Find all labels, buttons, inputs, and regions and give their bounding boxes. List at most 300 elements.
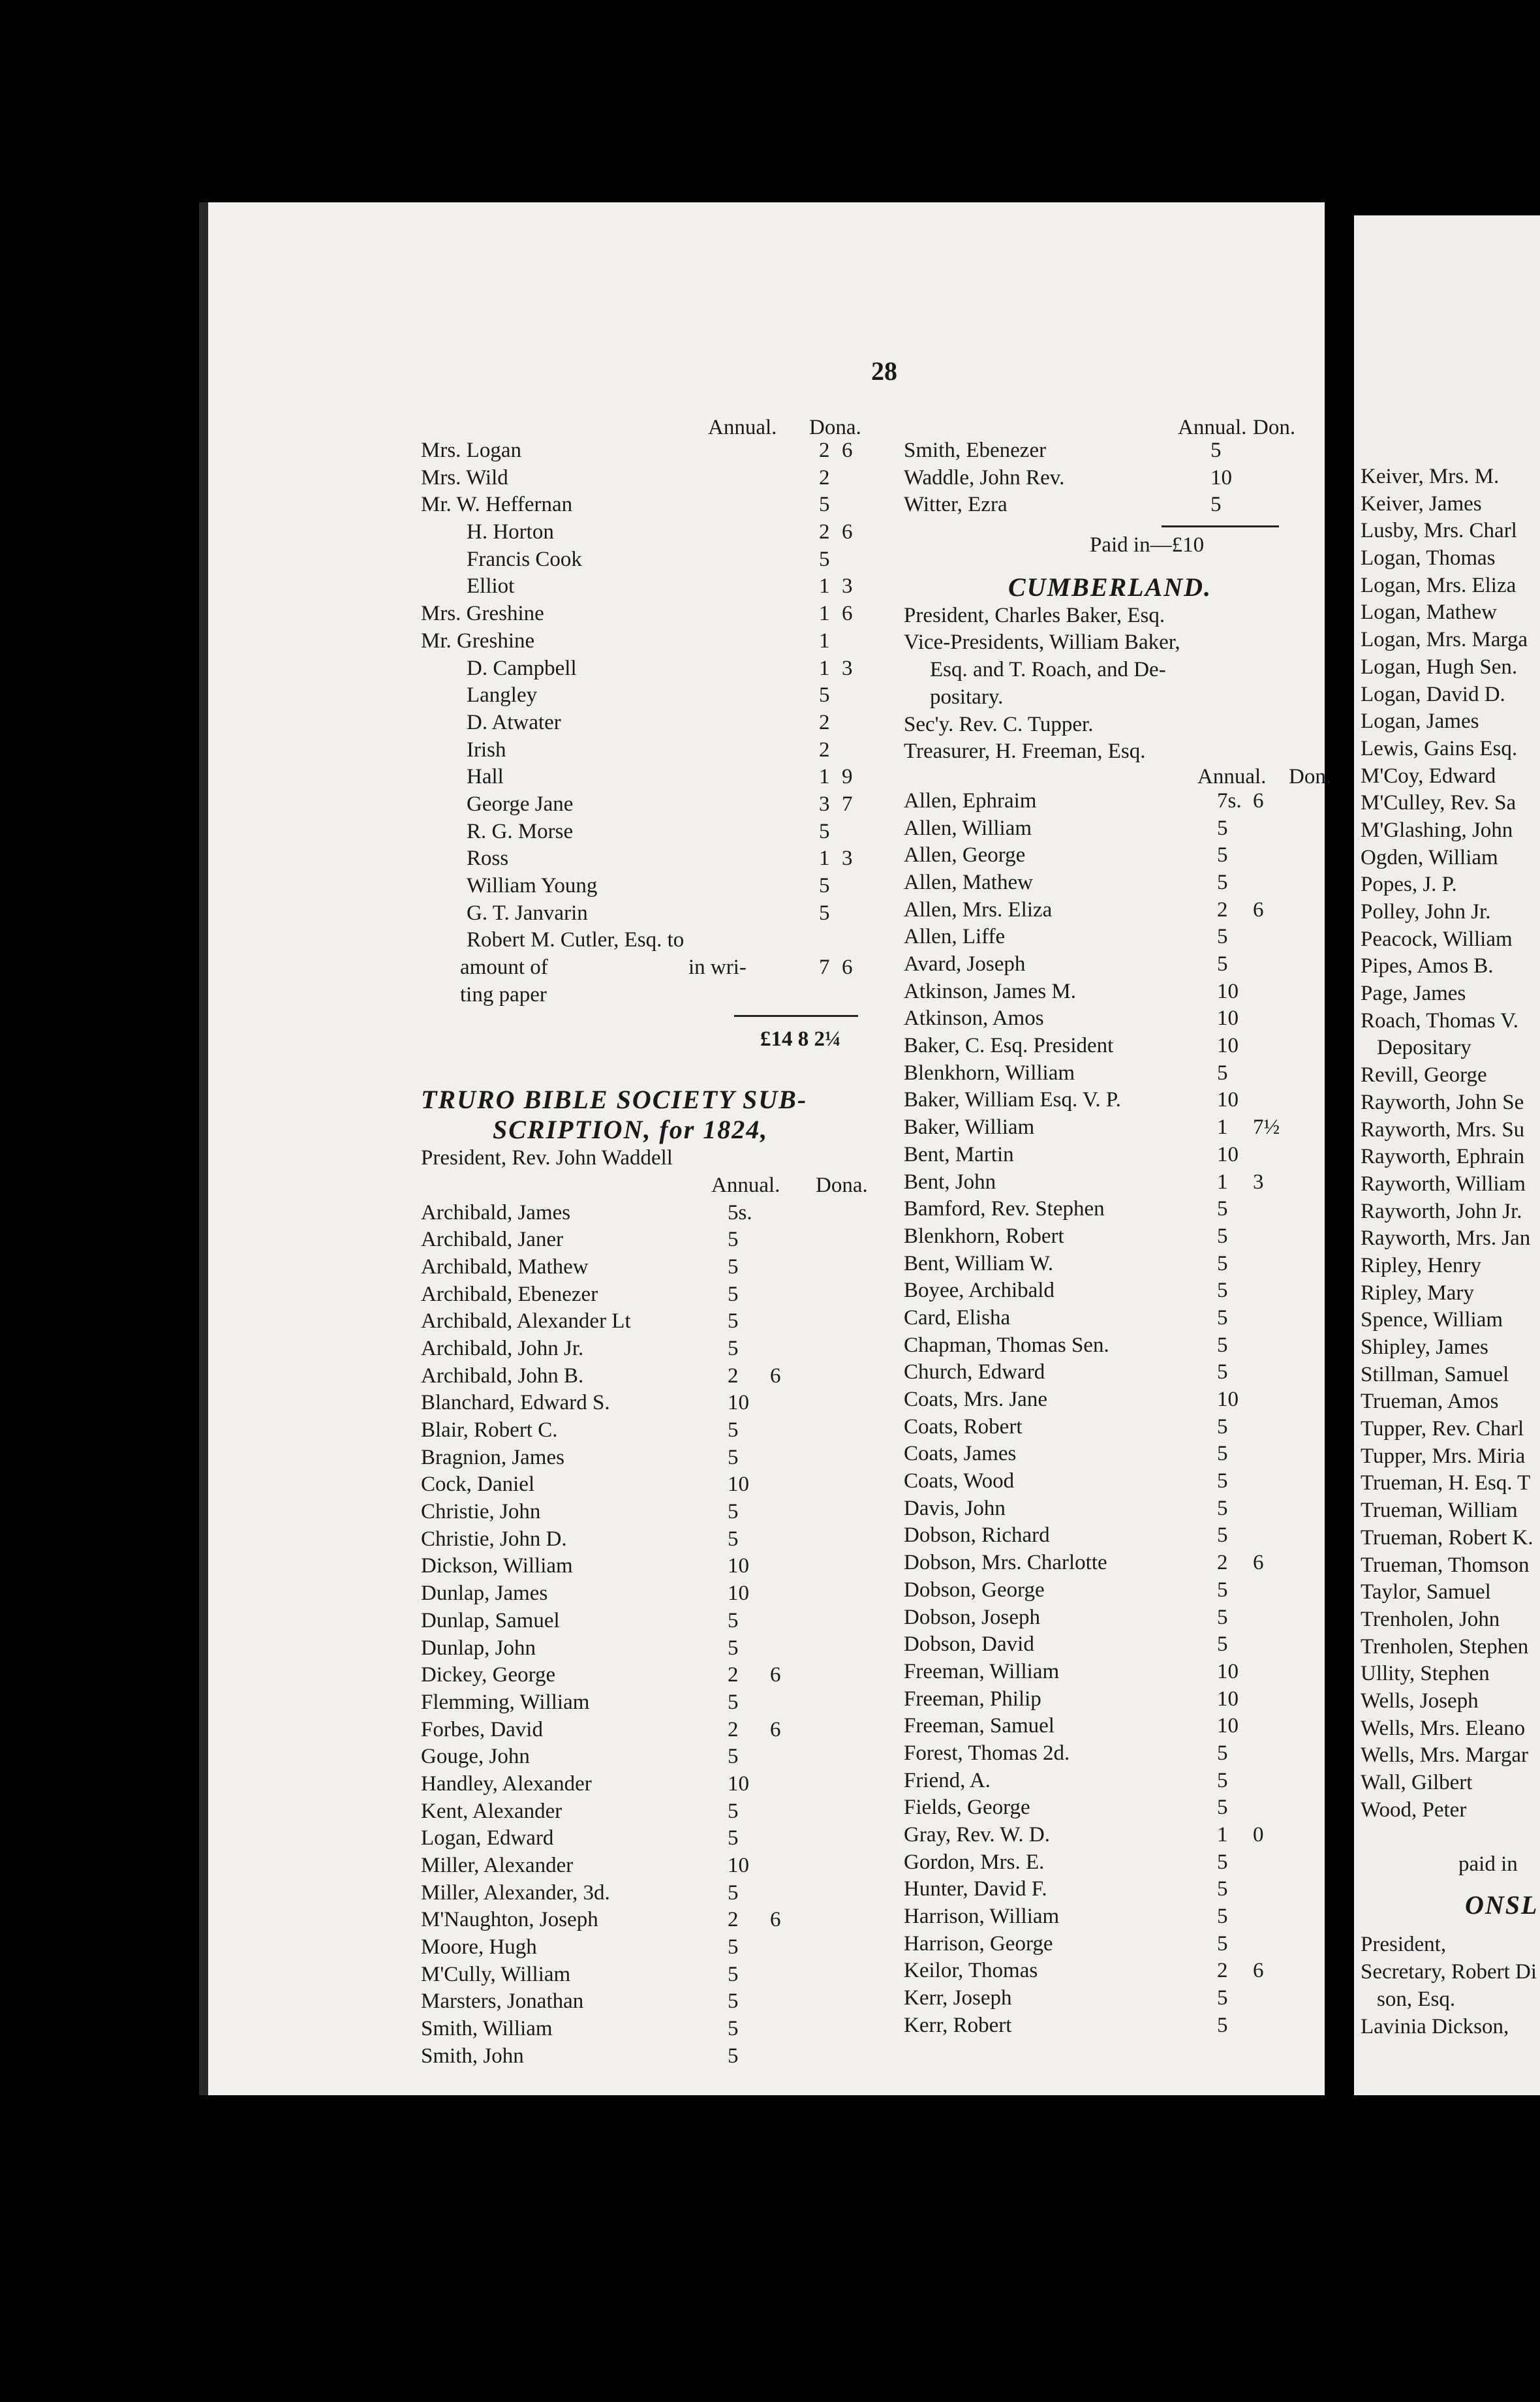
annual-amount: 5 (728, 1745, 739, 1769)
annual-amount: 10 (728, 1582, 749, 1606)
subscriber-name: Gray, Rev. W. D. (904, 1823, 1050, 1847)
subscriber-name: Dunlap, Samuel (421, 1608, 560, 1632)
subscriber-name: Dickey, George (421, 1663, 556, 1687)
subscriber-name: Miller, Alexander (421, 1854, 574, 1877)
subscriber-name: Fields, George (904, 1796, 1030, 1820)
annual-amount: 5 (1217, 1850, 1228, 1874)
annual-amount: 2 (1217, 1551, 1228, 1575)
list-item (421, 1907, 891, 1934)
paid-amount: Paid in—£10 (1090, 533, 1205, 557)
annual-amount: 5 (728, 1799, 739, 1823)
text-line: Trenholen, Stephen (1361, 1634, 1529, 1659)
text-line: President, Charles Baker, Esq. (904, 603, 1165, 627)
list-item (904, 1740, 1321, 1768)
list-item (904, 1087, 1321, 1114)
col3-society-title: ONSL (1465, 1890, 1539, 1920)
list-item (421, 1988, 891, 2016)
annual-amount: 10 (1217, 1034, 1239, 1058)
subscriber-name: Dobson, Mrs. Charlotte (904, 1551, 1107, 1575)
subscriber-name: M'Cully, William (421, 1962, 571, 1986)
text-line: M'Culley, Rev. Sa (1361, 791, 1517, 815)
annual-amount: 5 (1217, 1905, 1228, 1929)
annual-amount: 2 (728, 1663, 739, 1687)
subscriber-name: Friend, A. (904, 1768, 991, 1792)
annual-amount: 10 (1217, 1714, 1239, 1738)
text-line: Ripley, Henry (1361, 1253, 1481, 1277)
column-1-header (421, 418, 891, 437)
list-item (904, 1414, 1321, 1441)
annual-amount: 5 (728, 2044, 739, 2068)
annual-amount: 2 (1217, 1959, 1228, 1983)
annual-amount: 5 (819, 901, 830, 925)
annual-amount: 5 (819, 683, 830, 708)
list-item (1361, 518, 1540, 545)
text-line: Shipley, James (1361, 1335, 1488, 1359)
donation-amount: 7½ (1253, 1115, 1280, 1140)
list-item (1361, 2014, 1540, 2041)
subscriber-name: Smith, William (421, 2017, 553, 2041)
list-item (1361, 463, 1540, 491)
annual-amount: 10 (1217, 979, 1239, 1003)
subscriber-name: Coats, Wood (904, 1469, 1015, 1493)
list-item (904, 1957, 1321, 1985)
list-item (1361, 1117, 1540, 1144)
list-item (904, 1985, 1321, 2012)
subscriber-name: Baker, William (904, 1115, 1035, 1140)
list-item (1361, 1715, 1540, 1743)
list-item (904, 1251, 1321, 1278)
list-item (421, 437, 891, 465)
column-1 (421, 418, 891, 2070)
text-line: Trenholen, John (1361, 1607, 1500, 1631)
subscriber-name: G. T. Janvarin (467, 901, 588, 925)
list-item (1361, 1770, 1540, 1797)
list-item (1361, 871, 1540, 899)
annual-amount: 5 (819, 819, 830, 843)
text-line: Wells, Joseph (1361, 1689, 1479, 1713)
list-item (421, 1608, 891, 1635)
annual-amount: 5 (1217, 2013, 1228, 2037)
annual-amount: 5 (1217, 1469, 1228, 1493)
annual-amount: 3 (819, 792, 830, 816)
list-item (904, 869, 1321, 897)
annual-amount: 10 (728, 1771, 749, 1796)
subscriber-name: Mrs. Logan (421, 439, 521, 462)
subscriber-name: Bent, William W. (904, 1251, 1054, 1275)
annual-amount: 2 (819, 439, 830, 462)
donation-amount: 6 (1253, 897, 1264, 922)
page-number: 28 (871, 356, 897, 386)
text-line: Logan, Thomas (1361, 546, 1496, 570)
list-item (1361, 1552, 1540, 1580)
subscriber-name: Moore, Hugh (421, 1935, 537, 1959)
subscriber-name: Harrison, George (904, 1931, 1053, 1956)
text-line: Popes, J. P. (1361, 873, 1457, 897)
subscriber-name: Archibald, Alexander Lt (421, 1309, 631, 1334)
list-item (904, 1305, 1321, 1332)
text-line: Trueman, William (1361, 1499, 1518, 1523)
list-item (1361, 1144, 1540, 1171)
list-item (1361, 817, 1540, 845)
annual-amount: 5 (728, 1418, 739, 1442)
subscriber-name: Coats, James (904, 1442, 1017, 1466)
text-line: Lavinia Dickson, (1361, 2014, 1509, 2038)
list-item (904, 842, 1321, 869)
subscriber-name: H. Horton (467, 520, 554, 544)
list-item (904, 1386, 1321, 1414)
subscriber-name: Archibald, Janer (421, 1228, 564, 1252)
list-item (1361, 545, 1540, 572)
list-item (904, 978, 1321, 1006)
annual-amount: 5 (1217, 1877, 1228, 1901)
list-item (1361, 790, 1540, 817)
list-item (904, 1142, 1321, 1169)
annual-amount: 2 (728, 1908, 739, 1932)
subscriber-name: Forbes, David (421, 1717, 543, 1741)
annual-amount: 5 (1217, 870, 1228, 894)
text-line: President, (1361, 1933, 1447, 1957)
list-item (904, 1441, 1321, 1468)
text-line: Ripley, Mary (1361, 1281, 1474, 1305)
list-item (904, 815, 1321, 843)
subscriber-name: Bragnion, James (421, 1445, 564, 1469)
annual-amount: 5 (728, 1527, 739, 1551)
list-item (904, 465, 1321, 492)
annual-amount: 2 (819, 738, 830, 762)
subscriber-name: George Jane (467, 792, 574, 816)
annual-amount: 5 (1217, 1333, 1228, 1357)
list-item (1361, 1606, 1540, 1634)
annual-amount: 5 (1217, 1986, 1228, 2010)
list-item (1361, 491, 1540, 518)
list-item (421, 1200, 891, 1227)
subscriber-name: Dunlap, John (421, 1636, 536, 1660)
list-item (1361, 1959, 1540, 1986)
list-item (421, 1662, 891, 1689)
list-item (421, 1635, 891, 1662)
subscriber-name: Cock, Daniel (421, 1473, 535, 1497)
subscriber-name: Dobson, Richard (904, 1523, 1050, 1548)
list-item (904, 2012, 1321, 2040)
annual-amount: 5 (1217, 925, 1228, 949)
subscriber-name: Blanchard, Edward S. (421, 1391, 610, 1415)
annual-amount: 2 (819, 520, 830, 544)
donation-amount: 3 (842, 847, 853, 871)
subscriber-name: Allen, William (904, 816, 1032, 840)
donation-amount: 6 (1253, 1959, 1264, 1983)
list-item (421, 628, 891, 655)
subscriber-name: Freeman, Samuel (904, 1714, 1055, 1738)
subscriber-name: Freeman, Philip (904, 1687, 1041, 1711)
list-item (904, 629, 1321, 657)
text-line: Peacock, William (1361, 927, 1513, 951)
list-item (421, 1553, 891, 1580)
subscriber-name: Allen, Ephraim (904, 788, 1037, 813)
subscriber-name: Archibald, Ebenezer (421, 1282, 598, 1306)
annual-amount: 10 (1217, 1088, 1239, 1112)
list-item (904, 684, 1321, 711)
list-item (904, 1359, 1321, 1386)
list-item (904, 1114, 1321, 1142)
total-amount: £14 8 2¼ (760, 1027, 841, 1052)
column-3-entries (1361, 463, 1540, 1824)
list-item (421, 1771, 891, 1798)
list-item (421, 682, 891, 710)
text-line: M'Glashing, John (1361, 818, 1513, 842)
subscriber-name: Coats, Robert (904, 1414, 1023, 1439)
subscriber-name: Baker, William Esq. V. P. (904, 1088, 1121, 1112)
list-item (904, 1577, 1321, 1604)
subscriber-name: Bent, Martin (904, 1142, 1014, 1166)
text-line: Keiver, Mrs. M. (1361, 465, 1500, 488)
annual-amount: 1 (819, 629, 830, 653)
annual-amount: 7s. (1217, 788, 1242, 813)
subscriber-name: Atkinson, James M. (904, 979, 1076, 1003)
subscriber-name: Ross (467, 847, 509, 871)
subscriber-name: Dickson, William (421, 1554, 573, 1578)
cumberland-title: CUMBERLAND. (1008, 572, 1212, 602)
list-item (1361, 899, 1540, 926)
list-item (1361, 1470, 1540, 1497)
annual-amount: 5 (1217, 952, 1228, 976)
list-item (421, 1444, 891, 1472)
column-2-header: Annual. Don. (1178, 416, 1296, 439)
list-item (421, 1335, 891, 1363)
subscriber-name: Blair, Robert C. (421, 1418, 558, 1442)
donation-amount: 0 (1253, 1823, 1264, 1847)
text-line: Lewis, Gains Esq. (1361, 736, 1518, 760)
donation-amount: 6 (842, 520, 853, 544)
list-item (1361, 1497, 1540, 1525)
list-item (1361, 1416, 1540, 1443)
cumberland-officers (904, 602, 1321, 766)
subscriber-name: D. Atwater (467, 710, 561, 734)
subscriber-name: Handley, Alexander (421, 1771, 592, 1796)
annual-amount: 10 (728, 1554, 749, 1578)
subscriber-name: Waddle, John Rev. (904, 465, 1065, 490)
text-line: Roach, Thomas V. (1361, 1008, 1519, 1033)
subscriber-name: Dobson, George (904, 1578, 1045, 1602)
list-item (1361, 1931, 1540, 1959)
donation-amount: 3 (842, 574, 853, 599)
annual-amount: 10 (728, 1473, 749, 1497)
list-item (421, 573, 891, 600)
annual-amount: 5 (728, 1282, 739, 1306)
text-line: Stillman, Samuel (1361, 1362, 1509, 1386)
list-item (1361, 627, 1540, 654)
annual-amount: 1 (1217, 1170, 1228, 1194)
text-line: Wood, Peter (1361, 1798, 1467, 1822)
annual-amount: 5 (728, 1228, 739, 1252)
list-item (1361, 926, 1540, 954)
annual-amount: 5 (1217, 1578, 1228, 1602)
text-line: Page, James (1361, 982, 1466, 1006)
annual-amount: 5 (1217, 1632, 1228, 1657)
subscriber-name: Kerr, Joseph (904, 1986, 1012, 2010)
donation-amount: 6 (1253, 1551, 1264, 1575)
annual-amount: 1 (1217, 1823, 1228, 1847)
subscriber-name: Bamford, Rev. Stephen (904, 1197, 1105, 1221)
annual-amount: 5 (1210, 439, 1222, 462)
list-item (1361, 1225, 1540, 1253)
subscriber-name: Dobson, David (904, 1632, 1034, 1657)
list-item (1361, 1035, 1540, 1062)
list-item (1361, 1362, 1540, 1389)
text-line: Rayworth, Ephrain (1361, 1145, 1525, 1169)
text-line: Logan, Mrs. Marga (1361, 628, 1528, 652)
text-line: Rayworth, John Jr. (1361, 1199, 1522, 1223)
subscriber-name: Dunlap, James (421, 1582, 548, 1606)
text-line: Trueman, Amos (1361, 1390, 1499, 1414)
annual-amount: 10 (1217, 1659, 1239, 1683)
subscriber-name: D. Campbell (467, 656, 577, 680)
list-item (421, 1880, 891, 1907)
subscriber-name: Smith, Ebenezer (904, 439, 1047, 462)
list-item (1361, 1742, 1540, 1770)
subscriber-name: Flemming, William (421, 1690, 590, 1714)
subscriber-name: Chapman, Thomas Sen. (904, 1333, 1109, 1357)
annual-amount: 5 (728, 1608, 739, 1632)
column-1-entries (421, 437, 891, 927)
list-item (904, 1169, 1321, 1196)
annual-amount: 5 (728, 2017, 739, 2041)
col3-paid: paid in (1458, 1852, 1518, 1877)
list-item (1361, 1008, 1540, 1035)
subscriber-name: William Young (467, 874, 598, 897)
annual-amount: 5 (1217, 1768, 1228, 1792)
annual-amount: 5 (1217, 1605, 1228, 1629)
list-item (904, 1822, 1321, 1849)
list-item (1361, 1089, 1540, 1117)
list-item (904, 491, 1321, 519)
subscriber-name: Francis Cook (467, 547, 582, 571)
list-item (904, 1931, 1321, 1958)
subscriber-name: Logan, Edward (421, 1826, 554, 1850)
subscriber-name: Boyee, Archibald (904, 1279, 1055, 1303)
list-item (421, 1961, 891, 1989)
annual-amount: 1 (819, 847, 830, 871)
annual-amount: 2 (819, 465, 830, 490)
list-item (1361, 1280, 1540, 1307)
text-line: Spence, William (1361, 1308, 1503, 1332)
truro-president: President, Rev. John Waddell (421, 1146, 673, 1170)
list-item (904, 738, 1321, 766)
subscriber-name: Smith, John (421, 2044, 524, 2068)
text-line: Rayworth, Mrs. Su (1361, 1117, 1525, 1142)
list-item (1361, 1525, 1540, 1552)
list-item (904, 1332, 1321, 1360)
list-item (1361, 1198, 1540, 1226)
list-item (1361, 599, 1540, 627)
annual-amount: 2 (728, 1364, 739, 1388)
donation-amount: 9 (842, 765, 853, 789)
subscriber-name: Davis, John (904, 1496, 1006, 1520)
subscriber-name: Kerr, Robert (904, 2013, 1012, 2037)
subscriber-name: Gordon, Mrs. E. (904, 1850, 1045, 1874)
list-item (421, 1390, 891, 1417)
list-item (904, 1277, 1321, 1305)
annual-amount: 5 (728, 1962, 739, 1986)
annual-amount: 5 (1217, 1442, 1228, 1466)
list-item (904, 1522, 1321, 1550)
text-line: positary. (930, 685, 1004, 709)
annual-amount: 1 (1217, 1115, 1228, 1140)
subscriber-name: Freeman, William (904, 1659, 1060, 1683)
text-line: Logan, David D. (1361, 682, 1505, 706)
annual-amount: 1 (819, 656, 830, 680)
annual-amount: 10 (1217, 1388, 1239, 1411)
list-item (421, 1798, 891, 1826)
list-item (421, 491, 891, 519)
annual-amount: 10 (1217, 1006, 1239, 1031)
list-item (1361, 1388, 1540, 1416)
text-line: Trueman, Robert K. (1361, 1525, 1533, 1550)
col3-officers (1361, 1931, 1540, 2040)
subscriber-name: Marsters, Jonathan (421, 1989, 584, 2014)
cutler-line-1: Robert M. Cutler, Esq. to (467, 928, 685, 952)
subscriber-name: Miller, Alexander, 3d. (421, 1880, 610, 1905)
list-item (904, 1005, 1321, 1033)
cumberland-header: Annual. Don. (1197, 764, 1332, 788)
annual-amount: 5 (1217, 1061, 1228, 1085)
list-item (904, 1223, 1321, 1251)
subscriber-name: Hall (467, 765, 504, 789)
annual-amount: 5 (728, 1826, 739, 1850)
subscriber-name: Christie, John D. (421, 1527, 567, 1551)
annual-amount: 5 (1217, 1796, 1228, 1820)
annual-amount: 5 (728, 1336, 739, 1360)
annual-amount: 5 (1217, 1523, 1228, 1548)
text-line: Keiver, James (1361, 491, 1482, 516)
text-line: Polley, John Jr. (1361, 900, 1491, 924)
list-item (904, 1604, 1321, 1632)
list-item (1361, 1171, 1540, 1198)
subscriber-name: Irish (467, 738, 506, 762)
annual-amount: 5 (1217, 1305, 1228, 1330)
list-item (904, 1713, 1321, 1740)
donation-amount: 6 (1253, 788, 1264, 813)
list-item (904, 1468, 1321, 1495)
list-item (421, 546, 891, 574)
annual-amount: 1 (819, 574, 830, 599)
list-item (904, 1033, 1321, 1060)
annual-amount: 2 (1217, 897, 1228, 922)
annual-amount: 10 (1217, 1687, 1239, 1711)
annual-amount: 5 (728, 1690, 739, 1714)
list-item (1361, 654, 1540, 681)
annual-amount: 5 (819, 547, 830, 571)
subscriber-name: Allen, Mrs. Eliza (904, 897, 1053, 922)
list-item (421, 600, 891, 628)
text-line: Logan, James (1361, 710, 1479, 734)
list-item (904, 1495, 1321, 1523)
column-2 (904, 416, 1332, 2040)
subscriber-name: Archibald, John B. (421, 1364, 584, 1388)
list-item (1361, 1334, 1540, 1362)
text-line: M'Coy, Edward (1361, 764, 1496, 788)
annual-amount: 5 (1217, 1251, 1228, 1275)
list-item (421, 519, 891, 546)
annual-amount: 10 (1217, 1142, 1239, 1166)
column-2-entries (904, 437, 1321, 519)
list-item (1361, 1986, 1540, 2014)
text-line: Logan, Hugh Sen. (1361, 655, 1518, 679)
donation-amount: 6 (842, 439, 853, 462)
list-item (421, 873, 891, 900)
list-item (904, 924, 1321, 951)
subscriber-name: Card, Elisha (904, 1305, 1011, 1330)
list-item (421, 1417, 891, 1444)
